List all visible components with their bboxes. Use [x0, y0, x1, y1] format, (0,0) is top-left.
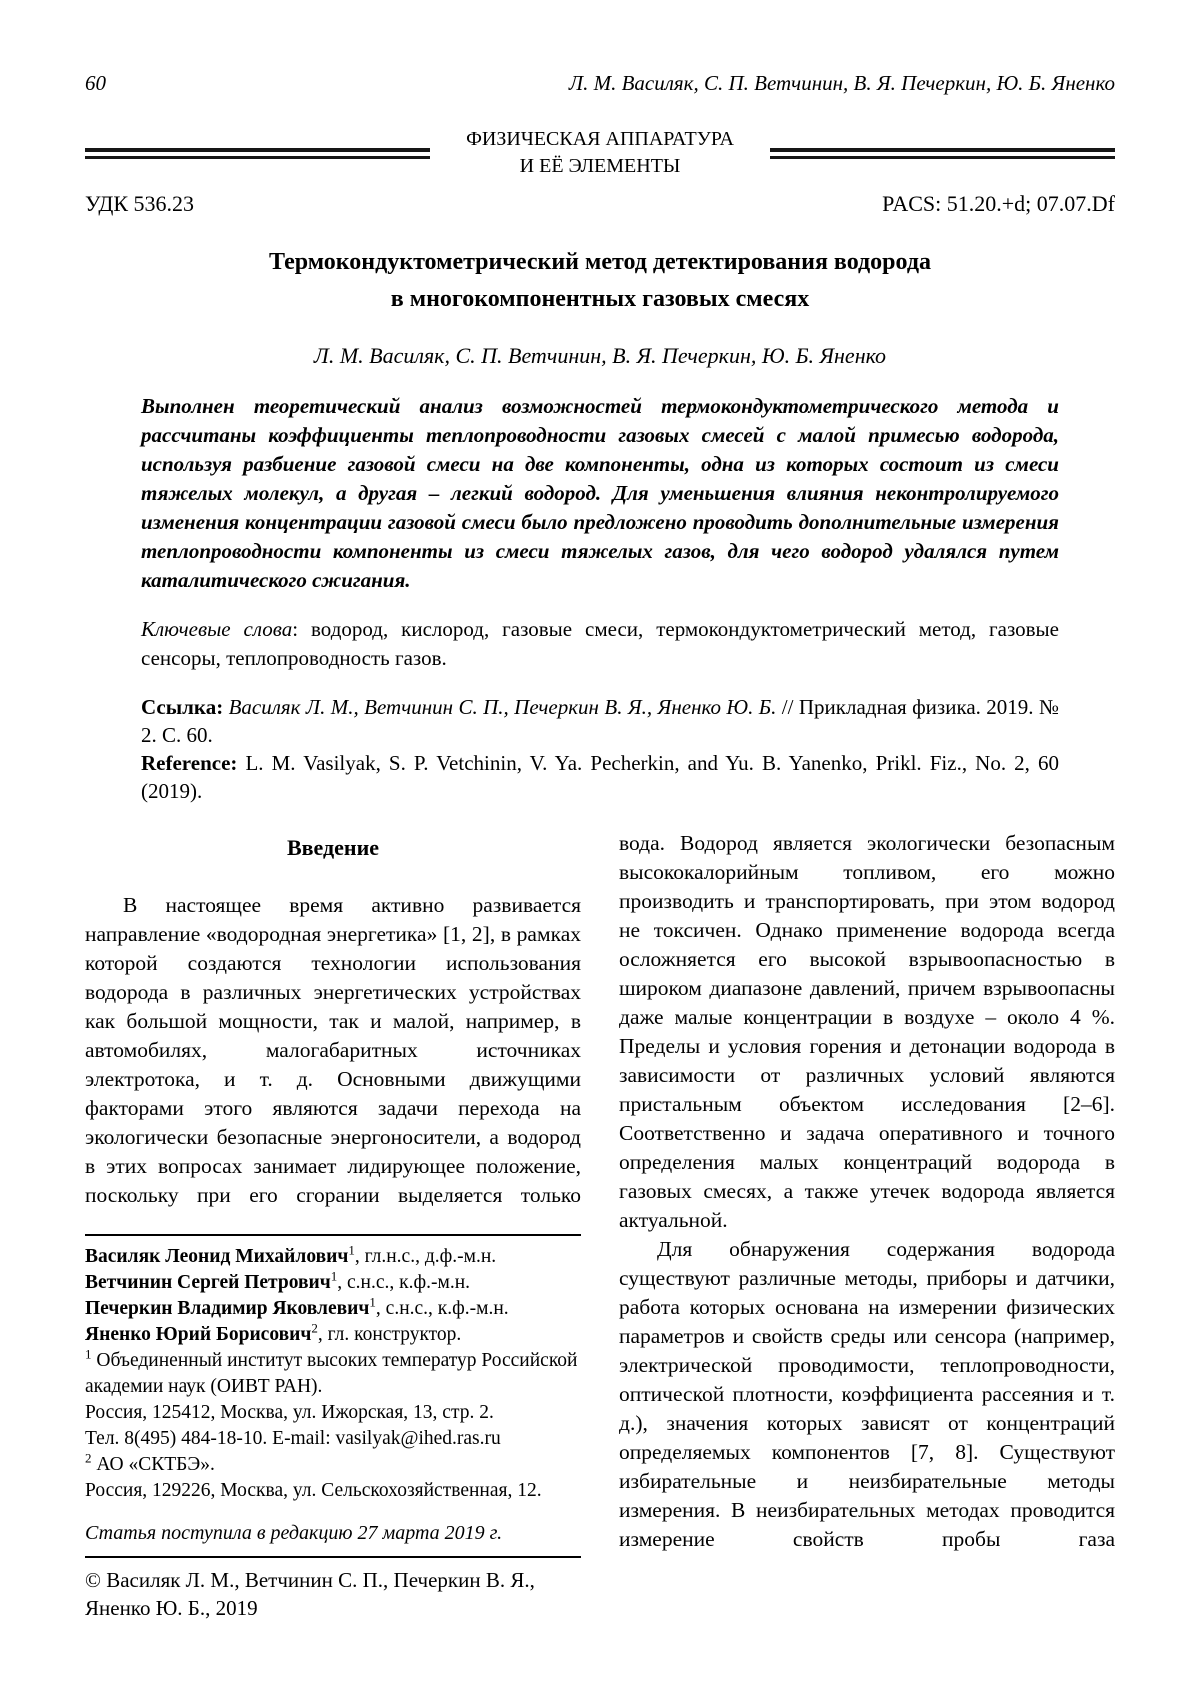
article-title-line1: Термокондуктометрический метод детектирования водорода — [269, 249, 931, 275]
citation-ru — [141, 693, 1059, 749]
affiliation-2 — [85, 1452, 581, 1478]
affiliation-1-marker: 1 — [85, 1346, 92, 1362]
footnote-author-name: Печеркин Владимир Яковлевич — [85, 1298, 370, 1319]
page-number: 60 — [85, 71, 106, 95]
affiliation-2-text: АО «СКТБЭ». — [91, 1454, 215, 1475]
codes-row — [85, 190, 1115, 218]
footnote-author-line — [85, 1296, 581, 1322]
body-paragraph: Для обнаружения содержания водорода существуют различные методы, приборы и датчики, работа которых основана на измерении физических параметров и свойств среды или сенсора (например, электрической проводимости, теплопроводности, оптической плотности, коэффициента рассеяния и т. д.), значения которых зависят от концентраций определяемых компонентов [7, 8]. Существуют избирательные и неизбирательные методы измерения. В неизбирательных методах проводится измерение свойств пробы газа — [619, 1237, 1115, 1551]
affiliation-marker: 1 — [348, 1242, 355, 1258]
section-banner-line1: ФИЗИЧЕСКАЯ АППАРАТУРА — [466, 128, 734, 150]
footnote-author-line — [85, 1244, 581, 1270]
intro-paragraph: В настоящее время активно развивается направление «водородная энергетика» [1, 2], в рамках которой создаются технологии использования водорода в различных энергетических устройствах как большой мощности, так и малой, например, в автомобилях, малогабаритных источниках электротока, и т. д. Основными движущими факторами этого являются задачи перехода на экологически безопасные энергоносители, а водород в этих вопросах занимает лидирующее положение, поскольку при его сгорании выделяется только — [85, 893, 581, 1207]
section-banner-title — [430, 126, 770, 180]
citations-block — [141, 693, 1059, 805]
footnote-author-name: Ветчинин Сергей Петрович — [85, 1272, 331, 1293]
copyright-notice: © Василяк Л. М., Ветчинин С. П., Печеркин В. Я., Яненко Ю. Б., 2019 — [85, 1568, 535, 1620]
content-columns — [85, 829, 1115, 1622]
article-abstract: Выполнен теоретический анализ возможностей термокондуктометрического метода и рассчитаны коэффициенты теплопроводности газовых смесей с малой примесью водорода, используя разбиение газовой смеси на две компоненты, одна из которых состоит из смеси тяжелых молекул, а другая – легкий водород. Для уменьшения влияния неконтролируемого изменения концентрации газовой смеси было предложено проводить дополнительные измерения теплопроводности компоненты из смеси тяжелых газов, для чего водород удалялся путем каталитического сжигания. — [141, 394, 1059, 592]
copyright-separator — [85, 1556, 581, 1558]
affiliation-marker: 2 — [311, 1320, 318, 1336]
affiliation-marker: 1 — [369, 1294, 376, 1310]
section-banner — [85, 126, 1115, 180]
received-date-line: Статья поступила в редакцию 27 марта 2019 г. — [85, 1522, 503, 1544]
article-title-line2: в многокомпонентных газовых смесях — [390, 286, 810, 312]
keywords-label: Ключевые слова — [141, 617, 293, 641]
banner-double-rule-left — [85, 148, 430, 159]
footnote-author-role: , гл.н.с., д.ф.-м.н. — [354, 1246, 497, 1267]
citation-en-label: Reference: — [141, 751, 238, 775]
affiliation-1-address: Россия, 125412, Москва, ул. Ижорская, 13, стр. 2. — [85, 1402, 494, 1423]
left-column — [85, 829, 581, 1622]
section-banner-line2: И ЕЁ ЭЛЕМЕНТЫ — [519, 155, 681, 177]
footnote-author-role: , гл. конструктор. — [317, 1324, 462, 1345]
banner-double-rule-right — [770, 148, 1115, 159]
body-paragraph: вода. Водород является экологически безопасным высококалорийным топливом, его можно производить и транспортировать, при этом водород не токсичен. Однако применение водорода всегда осложняется его высокой взрывоопасностью в широком диапазоне давлений, причем взрывоопасны даже малые концентрации в воздухе – около 4 %. Пределы и условия горения и детонации водорода в зависимости от различных условий являются пристальным объектом исследования [2–6]. Соответственно и задача оперативного и точного определения малых концентраций водорода в газовых смесях, а также утечек водорода является актуальной. — [619, 831, 1115, 1232]
footnote-author-line — [85, 1322, 581, 1348]
keywords-paragraph — [141, 615, 1059, 673]
footnote-author-line — [85, 1270, 581, 1296]
citation-ru-source: // Прикладная физика. 2019. № 2. С. 60. — [141, 695, 1059, 747]
citation-en-text: L. M. Vasilyak, S. P. Vetchinin, V. Ya. Pecherkin, and Yu. B. Yanenko, Prikl. Fiz., No. 2, 60 (2019). — [141, 751, 1059, 803]
footnote-author-name: Яненко Юрий Борисович — [85, 1324, 312, 1345]
affiliation-1-text: Объединенный институт высоких температур Российской академии наук (ОИВТ РАН). — [85, 1350, 578, 1397]
keywords-text: : водород, кислород, газовые смеси, термокондуктометрический метод, газовые сенсоры, теплопроводность газов. — [141, 617, 1059, 670]
article-title — [85, 244, 1115, 318]
citation-ru-label: Ссылка: — [141, 695, 224, 719]
affiliation-2-address: Россия, 129226, Москва, ул. Сельскохозяйственная, 12. — [85, 1480, 542, 1501]
affiliation-marker: 1 — [330, 1268, 338, 1284]
citation-en — [141, 749, 1059, 805]
footnote-block — [85, 1234, 581, 1622]
citation-ru-authors: Василяк Л. М., Ветчинин С. П., Печеркин В. Я., Яненко Ю. Б. — [223, 695, 777, 719]
affiliation-1-contact: Тел. 8(495) 484-18-10. E-mail: vasilyak@ihed.ras.ru — [85, 1428, 501, 1449]
footnote-author-role: , с.н.с., к.ф.-м.н. — [337, 1272, 470, 1293]
right-column — [619, 829, 1115, 1622]
footnote-author-name: Василяк Леонид Михайлович — [85, 1246, 349, 1267]
footnote-author-role: , с.н.с., к.ф.-м.н. — [375, 1298, 509, 1319]
affiliation-2-marker: 2 — [85, 1450, 92, 1466]
page-header — [85, 70, 1115, 96]
article-authors: Л. М. Василяк, С. П. Ветчинин, В. Я. Печеркин, Ю. Б. Яненко — [313, 343, 887, 368]
footnote-separator — [85, 1234, 581, 1236]
intro-heading: Введение — [286, 835, 380, 860]
pacs-code: PACS: 51.20.+d; 07.07.Df — [882, 191, 1115, 216]
udc-code: УДК 536.23 — [85, 191, 195, 216]
affiliation-1 — [85, 1348, 581, 1400]
running-head-authors: Л. М. Василяк, С. П. Ветчинин, В. Я. Печеркин, Ю. Б. Яненко — [568, 71, 1115, 95]
